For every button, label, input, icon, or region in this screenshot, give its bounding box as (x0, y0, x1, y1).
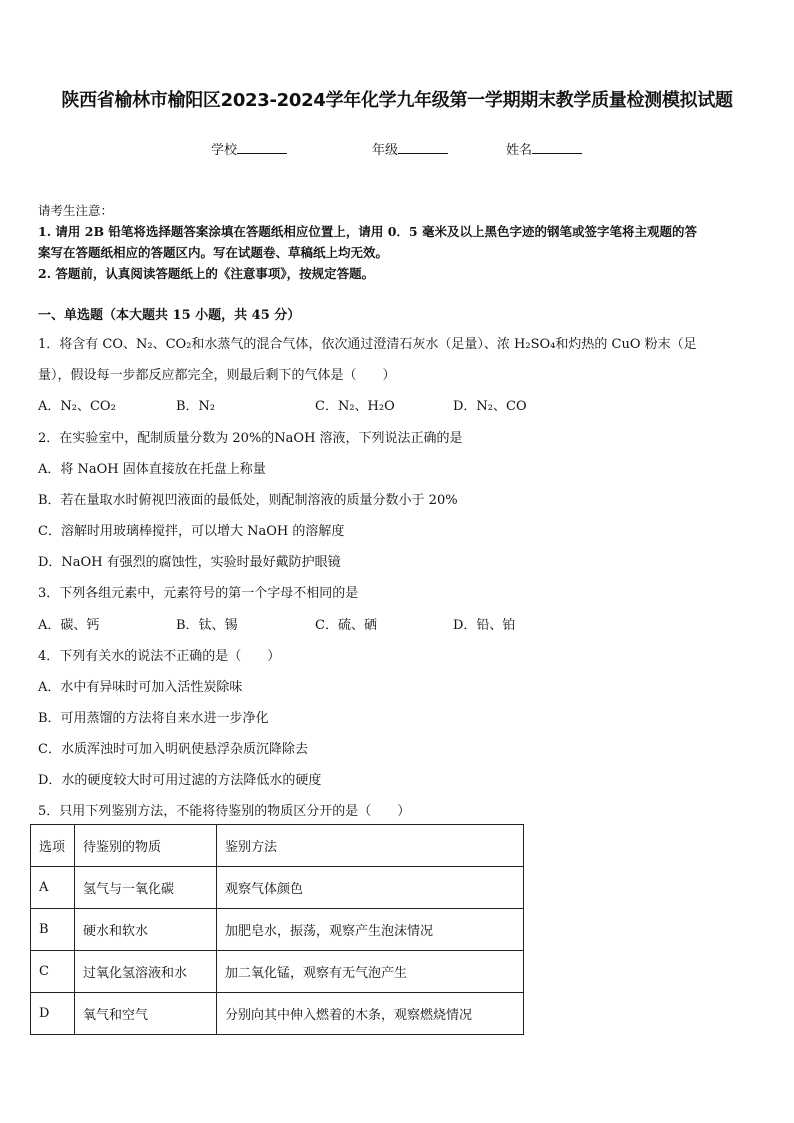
school-label: 学校 (211, 143, 238, 158)
q5-stem: 5．只用下列鉴别方法，不能将待鉴别的物质区分开的是（ ） (38, 804, 411, 819)
row-d-option[interactable]: D (31, 993, 75, 1035)
grade-blank[interactable] (398, 141, 448, 154)
q2-option-d[interactable]: D．NaOH 有强烈的腐蚀性，实验时最好戴防护眼镜 (38, 555, 341, 570)
table-row (31, 867, 524, 909)
q2-option-c[interactable]: C．溶解时用玻璃棒搅拌，可以增大 NaOH 的溶解度 (38, 524, 345, 539)
notice-item-1b: 案写在答题纸相应的答题区内。写在试题卷、草稿纸上均无效。 (38, 245, 389, 260)
grade-label: 年级 (372, 143, 399, 158)
header-substance: 待鉴别的物质 (75, 825, 217, 867)
q4-option-c[interactable]: C．水质浑浊时可加入明矾使悬浮杂质沉降除去 (38, 742, 308, 757)
q2-option-a[interactable]: A．将 NaOH 固体直接放在托盘上称量 (38, 462, 266, 477)
header-method: 鉴别方法 (217, 825, 524, 867)
page-title: 陕西省榆林市榆阳区2023-2024学年化学九年级第一学期期末教学质量检测模拟试题 (61, 90, 733, 111)
q3-option-b[interactable]: B．钛、锡 (176, 618, 238, 633)
row-b-substance: 硬水和软水 (75, 909, 217, 951)
header-option: 选项 (31, 825, 75, 867)
table-row (31, 951, 524, 993)
name-blank[interactable] (532, 141, 582, 154)
row-a-substance: 氢气与一氧化碳 (75, 867, 217, 909)
notice-item-2: 2. 答题前，认真阅读答题纸上的《注意事项》，按规定答题。 (38, 266, 375, 281)
q1-option-a[interactable]: A．N₂、CO₂ (38, 399, 116, 414)
q5-table (30, 824, 524, 1035)
row-b-method: 加肥皂水，振荡，观察产生泡沫情况 (217, 909, 524, 951)
q1-stem-a: 1．将含有 CO、N₂、CO₂和水蒸气的混合气体，依次通过澄清石灰水（足量）、浓 H₂SO₄和灼热的 CuO 粉末（足 (38, 337, 697, 352)
name-label: 姓名 (506, 143, 533, 158)
row-d-substance: 氧气和空气 (75, 993, 217, 1035)
q3-stem: 3．下列各组元素中，元素符号的第一个字母不相同的是 (38, 586, 359, 601)
row-b-option[interactable]: B (31, 909, 75, 951)
row-c-method: 加二氧化锰，观察有无气泡产生 (217, 951, 524, 993)
q1-option-d[interactable]: D．N₂、CO (453, 399, 527, 414)
school-field[interactable] (211, 139, 287, 158)
row-d-method: 分别向其中伸入燃着的木条，观察燃烧情况 (217, 993, 524, 1035)
table-header-row (31, 825, 524, 867)
q2-option-b[interactable]: B．若在量取水时俯视凹液面的最低处，则配制溶液的质量分数小于 20% (38, 493, 458, 508)
q1-option-c[interactable]: C．N₂、H₂O (315, 399, 395, 414)
q1-option-b[interactable]: B．N₂ (176, 399, 216, 414)
q4-option-d[interactable]: D．水的硬度较大时可用过滤的方法降低水的硬度 (38, 773, 322, 788)
row-c-substance: 过氧化氢溶液和水 (75, 951, 217, 993)
school-blank[interactable] (237, 141, 287, 154)
table-row (31, 993, 524, 1035)
q2-stem: 2．在实验室中，配制质量分数为 20%的NaOH 溶液，下列说法正确的是 (38, 431, 463, 446)
q4-option-b[interactable]: B．可用蒸馏的方法将自来水进一步净化 (38, 711, 269, 726)
row-a-method: 观察气体颜色 (217, 867, 524, 909)
notice-heading: 请考生注意： (38, 203, 114, 218)
q3-option-a[interactable]: A．碳、钙 (38, 618, 100, 633)
q1-stem-b: 量），假设每一步都反应都完全，则最后剩下的气体是（ ） (38, 368, 396, 383)
q4-option-a[interactable]: A．水中有异味时可加入活性炭除味 (38, 680, 243, 695)
row-c-option[interactable]: C (31, 951, 75, 993)
section-heading: 一、单选题（本大题共 15 小题，共 45 分） (38, 308, 301, 323)
q4-stem: 4．下列有关水的说法不正确的是（ ） (38, 649, 281, 664)
grade-field[interactable] (372, 139, 448, 158)
notice-item-1a: 1. 请用 2B 铅笔将选择题答案涂填在答题纸相应位置上，请用 0．5 毫米及以上黑色字迹的钢笔或签字笔将主观题的答 (38, 224, 697, 239)
row-a-option[interactable]: A (31, 867, 75, 909)
name-field[interactable] (506, 139, 582, 158)
table-row (31, 909, 524, 951)
q3-option-d[interactable]: D．铅、铂 (453, 618, 516, 633)
notice-block (38, 200, 760, 284)
q3-option-c[interactable]: C．硫、硒 (315, 618, 377, 633)
